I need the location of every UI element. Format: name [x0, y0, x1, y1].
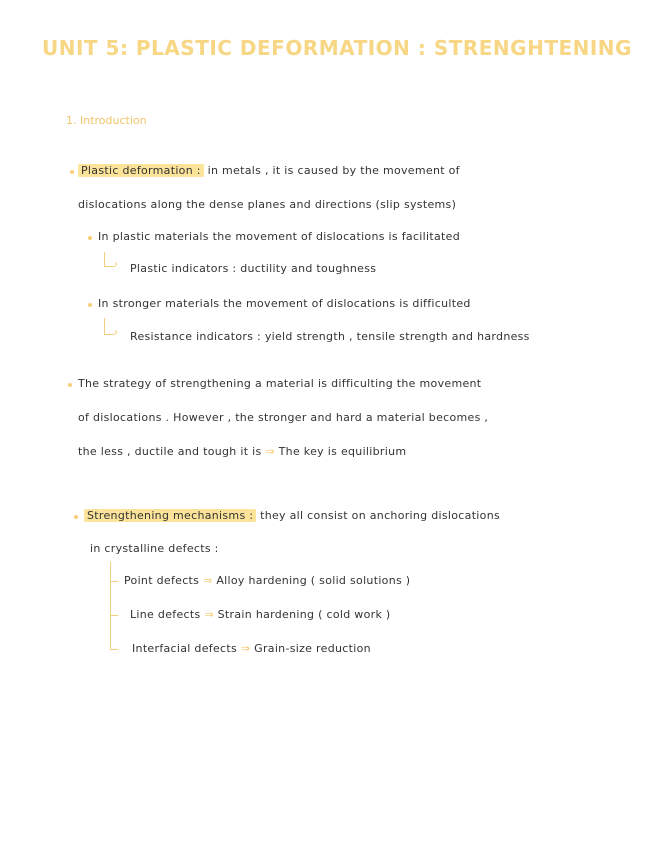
mechanism-item [132, 642, 371, 656]
bracket-tick [110, 581, 118, 582]
p3-line-1-text: they all consist on anchoring dislocations [256, 509, 500, 522]
p2-line-3-post: The key is equilibrium [274, 445, 407, 458]
implies-arrow-icon: ⇒ [204, 608, 214, 621]
p1-line-1 [78, 164, 460, 178]
b2-text: In stronger materials the movement of dislocations is difficulted [98, 297, 471, 310]
implies-arrow-icon: ⇒ [240, 642, 251, 655]
p3-line-2: in crystalline defects : [90, 542, 219, 555]
implies-arrow-icon: ⇒ [203, 574, 213, 587]
mechanism-defect: Line defects [130, 608, 201, 621]
p3-highlight: Strengthening mechanisms : [84, 509, 256, 522]
p3-line-1 [84, 509, 500, 523]
b1-sub: Plastic indicators : ductility and toughness [130, 262, 377, 275]
page-title: UNIT 5: PLASTIC DEFORMATION : STRENGHTENING [42, 36, 632, 60]
mechanism-method: Alloy hardening ( solid solutions ) [216, 574, 411, 587]
mechanism-defect: Point defects [124, 574, 200, 587]
p1-line-2: dislocations along the dense planes and directions (slip systems) [78, 198, 457, 211]
bullet-dot-icon [68, 383, 72, 387]
mechanism-method: Strain hardening ( cold work ) [217, 608, 391, 621]
mechanism-method: Grain-size reduction [254, 642, 371, 655]
bracket-tick [110, 615, 118, 616]
p1-line-1-text: in metals , it is caused by the movement of [203, 164, 460, 177]
mechanisms-bracket [110, 562, 111, 650]
bullet-dot-icon [74, 515, 78, 519]
p2-line-1: The strategy of strengthening a material is difficulting the movement [78, 377, 482, 390]
mechanism-item [130, 608, 391, 622]
p2-line-3-pre: the less , ductile and tough it is [78, 445, 266, 458]
p1-highlight: Plastic deformation : [78, 164, 204, 177]
b2-sub: Resistance indicators : yield strength , tensile strength and hardness [130, 330, 530, 343]
b1-text: In plastic materials the movement of dislocations is facilitated [98, 230, 460, 243]
bracket-tick [110, 649, 118, 650]
bullet-dot-icon [70, 170, 74, 174]
p2-line-2: of dislocations . However , the stronger and hard a material becomes , [78, 411, 489, 424]
implies-arrow-icon: ⇒ [265, 445, 275, 458]
bullet-dot-icon [88, 236, 92, 240]
mechanism-defect: Interfacial defects [132, 642, 238, 655]
chevron-right-icon: › [114, 259, 118, 270]
p2-line-3 [78, 445, 406, 459]
mechanism-item [124, 574, 410, 588]
section-heading: 1. Introduction [66, 114, 147, 127]
chevron-right-icon: › [114, 327, 118, 338]
bullet-dot-icon [88, 303, 92, 307]
